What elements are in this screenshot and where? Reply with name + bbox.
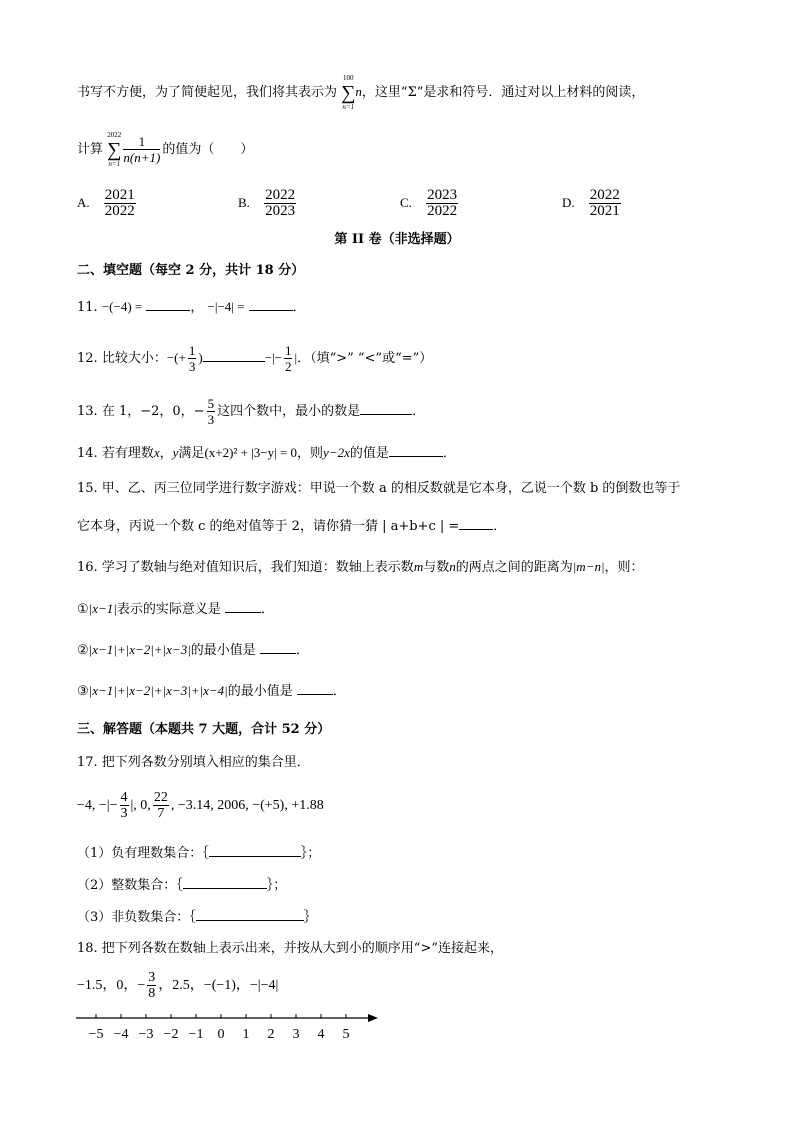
axis-tick-label: 2: [267, 1027, 275, 1042]
section-3-title: 三、解答题（本题共 7 大题，合计 52 分）: [77, 722, 331, 737]
sum-fraction: $\frac{1}{n(n+1)}$: [123, 134, 161, 165]
answer-blank[interactable]: [360, 402, 412, 415]
question-15-line-2: 它本身，丙说一个数 c 的绝对值等于 2，请你猜一猜 | a+b+c | = ．: [77, 519, 507, 534]
volume-title: 第 II 卷（非选择题）: [334, 232, 460, 247]
answer-blank[interactable]: [183, 876, 267, 889]
question-18-title: 18. 把下列各数在数轴上表示出来，并按从大到小的顺序用“>”连接起来，: [77, 941, 503, 956]
answer-blank[interactable]: [203, 349, 265, 362]
intro-text-after: ，这里“Σ”是求和符号．通过对以上材料的阅读，: [361, 85, 645, 100]
question-17-numbers: −4, −|− $\frac{4}{3}$ |, 0, $\frac{22}{7}$ , −3.14, 2006, −(+5), +1.88: [77, 790, 324, 822]
question-16: 16. 学习了数轴与绝对值知识后，我们知道：数轴上表示数m与数n的两点之间的距离为|m−n|，则：: [77, 559, 644, 575]
set-negative-rational: （1）负有理数集合：｛ ｝；: [77, 846, 321, 861]
answer-blank[interactable]: [389, 444, 443, 457]
sigma-body: n: [355, 84, 362, 99]
set-non-negative: （3）非负数集合：｛ ｝: [77, 910, 317, 925]
axis-tick-label: 1: [242, 1027, 250, 1042]
axis-tick-label: 4: [317, 1027, 325, 1042]
intro-line-1: [77, 72, 644, 112]
axis-tick-label: −3: [138, 1027, 154, 1042]
axis-tick-label: 5: [342, 1027, 350, 1042]
question-13: 13. 在 1，−2，0，− $\frac{5}{3}$ 这四个数中，最小的数是 ．: [77, 396, 426, 427]
answer-blank[interactable]: [209, 844, 301, 857]
answer-blank[interactable]: [225, 600, 261, 613]
question-14: 14. 若有理数x，y满足(x+2)² + |3−y| = 0，则y−2x的值是 ．: [77, 445, 456, 461]
option-c: C. $\frac{2023}{2022}$: [400, 187, 458, 219]
axis-tick-label: −5: [88, 1027, 104, 1042]
axis-tick-label: −1: [188, 1027, 204, 1042]
number-line[interactable]: [70, 1010, 390, 1044]
answer-blank[interactable]: [459, 517, 493, 530]
answer-blank[interactable]: [196, 908, 304, 921]
calc-label: 计算: [77, 142, 104, 157]
question-12: 12. 比较大小：−(+ $\frac{1}{3}$ ) −|− $\frac{1}{2}$ |．（填“>” “<”或“=”）: [77, 343, 433, 374]
axis-tick-label: −4: [113, 1027, 129, 1042]
axis-arrow: [368, 1014, 378, 1022]
question-15-line-1: 15. 甲、乙、丙三位同学进行数字游戏：甲说一个数 a 的相反数就是它本身，乙说一个数 b 的倒数也等于: [77, 481, 681, 496]
answer-blank[interactable]: [260, 641, 296, 654]
axis-tick-label: −2: [163, 1027, 179, 1042]
calc-question: 的值为（ ）: [162, 142, 254, 157]
option-d: D. $\frac{2022}{2021}$: [562, 187, 620, 219]
sigma-symbol-2: 2022 ∑ n=1: [107, 130, 122, 168]
option-b: B. $\frac{2022}{2023}$: [238, 187, 296, 219]
answer-blank[interactable]: [297, 682, 333, 695]
question-16-part-3: ③|x−1|+|x−2|+|x−3|+|x−4|的最小值是 ．: [77, 683, 346, 699]
axis-tick-label: 0: [217, 1027, 225, 1042]
intro-text: 书写不方便，为了简便起见，我们将其表示为: [77, 85, 338, 100]
option-a: A. $\frac{2021}{2022}$: [77, 187, 135, 219]
intro-line-2: [77, 128, 253, 172]
axis-tick-label: 3: [292, 1027, 300, 1042]
section-2-title: 二、填空题（每空 2 分，共计 18 分）: [77, 263, 305, 278]
question-18-numbers: −1.5，0，− $\frac{3}{8}$ ，2.5，−(−1)，−|−4|: [77, 970, 279, 1002]
sigma-symbol: 100 ∑ n=1: [341, 73, 356, 111]
question-17-title: 17. 把下列各数分别填入相应的集合里．: [77, 755, 310, 770]
answer-blank[interactable]: [146, 298, 190, 311]
question-16-part-1: ①|x−1|表示的实际意义是 ．: [77, 601, 275, 617]
question-16-part-2: ②|x−1|+|x−2|+|x−3|的最小值是 ．: [77, 642, 309, 658]
answer-blank[interactable]: [249, 298, 293, 311]
question-11: 11. −(−4) = ， −|−4| = ．: [77, 299, 306, 315]
set-integer: （2）整数集合：｛ ｝；: [77, 878, 287, 893]
